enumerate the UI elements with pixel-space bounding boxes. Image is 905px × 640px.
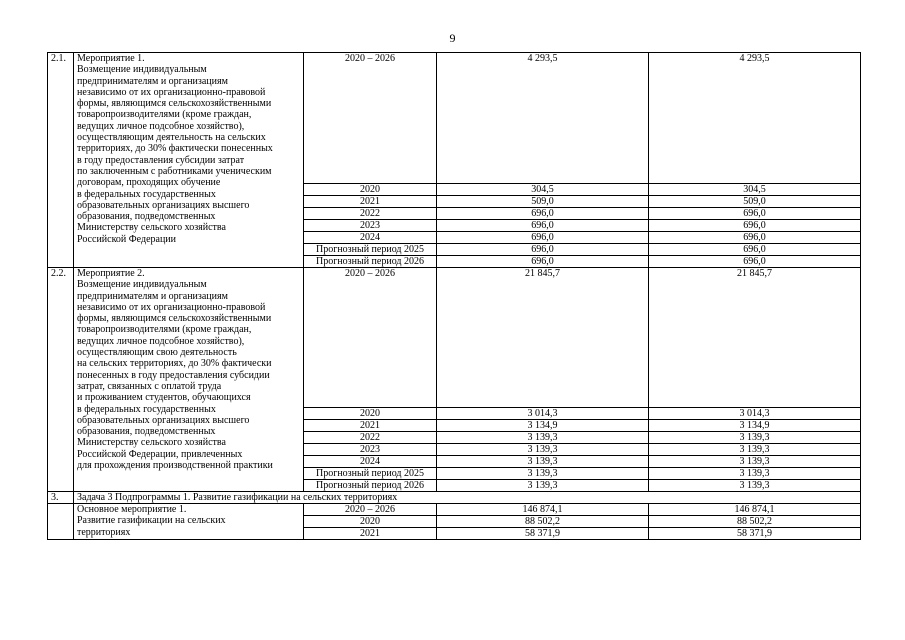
period-cell: 2022 [304,208,437,220]
table-row [48,53,861,184]
value-cell: 696,0 [437,244,649,256]
value-cell: 21 845,7 [649,268,861,408]
value-cell: 3 134,9 [437,420,649,432]
value-cell: 3 139,3 [649,432,861,444]
task-title: Задача 3 Подпрограммы 1. Развитие газификации на сельских территориях [74,492,861,504]
value-cell: 696,0 [437,256,649,268]
period-cell: 2020 [304,516,437,528]
value-cell: 146 874,1 [437,504,649,516]
value-cell: 3 014,3 [437,408,649,420]
row-number [48,504,74,540]
value-cell: 146 874,1 [649,504,861,516]
period-cell: 2020 – 2026 [304,504,437,516]
value-cell: 3 014,3 [649,408,861,420]
value-cell: 3 134,9 [649,420,861,432]
period-cell: 2021 [304,528,437,540]
value-cell: 696,0 [649,232,861,244]
value-cell: 3 139,3 [437,432,649,444]
program-table [47,52,861,540]
period-cell: 2020 – 2026 [304,53,437,184]
value-cell: 3 139,3 [649,456,861,468]
value-cell: 3 139,3 [437,480,649,492]
table-row [48,268,861,408]
value-cell: 696,0 [437,208,649,220]
period-cell: 2020 [304,408,437,420]
value-cell: 21 845,7 [437,268,649,408]
value-cell: 696,0 [437,220,649,232]
table-row [48,504,861,516]
value-cell: 88 502,2 [437,516,649,528]
value-cell: 3 139,3 [649,468,861,480]
value-cell: 304,5 [649,184,861,196]
value-cell: 696,0 [649,220,861,232]
row-description: Мероприятие 1. Возмещение индивидуальным предпринимателям и организациям независимо от их организационно-правовой формы, являющимся сельскохозяйственными товаропроизводителями (кроме граждан, ведущих личное подсобное хозяйство), осуществляющим деятельность на сельских территориях, до 30% фактически понесенных в году предоставления субсидии затрат по заключенным с работниками ученическим договорам, проходящих обучение в федеральных государственных образовательных организациях высшего образования, подведомственных Министерству сельского хозяйства Российской Федерации [74,53,304,268]
value-cell: 3 139,3 [649,480,861,492]
period-cell: 2022 [304,432,437,444]
value-cell: 696,0 [437,232,649,244]
period-cell: 2020 [304,184,437,196]
period-cell: 2024 [304,456,437,468]
period-cell: 2021 [304,420,437,432]
value-cell: 3 139,3 [437,468,649,480]
value-cell: 304,5 [437,184,649,196]
value-cell: 696,0 [649,208,861,220]
value-cell: 3 139,3 [437,456,649,468]
task-number: 3. [48,492,74,504]
period-cell: Прогнозный период 2026 [304,480,437,492]
value-cell: 696,0 [649,244,861,256]
row-description: Мероприятие 2. Возмещение индивидуальным предпринимателям и организациям независимо от их организационно-правовой формы, являющимся сельскохозяйственными товаропроизводителями (кроме граждан, ведущих личное подсобное хозяйство), осуществляющим свою деятельность на сельских территориях, до 30% фактически понесенных в году предоставления субсидии затрат, связанных с оплатой труда и проживанием студентов, обучающихся в федеральных государственных образовательных организациях высшего образования, подведомственных Министерству сельского хозяйства Российской Федерации, привлеченных для прохождения производственной практики [74,268,304,492]
period-cell: 2020 – 2026 [304,268,437,408]
row-description: Основное мероприятие 1. Развитие газификации на сельских территориях [74,504,304,540]
value-cell: 4 293,5 [437,53,649,184]
value-cell: 4 293,5 [649,53,861,184]
value-cell: 88 502,2 [649,516,861,528]
value-cell: 509,0 [437,196,649,208]
period-cell: Прогнозный период 2025 [304,468,437,480]
row-number: 2.1. [48,53,74,268]
page-number: 9 [449,31,456,45]
period-cell: 2021 [304,196,437,208]
period-cell: 2023 [304,220,437,232]
value-cell: 3 139,3 [649,444,861,456]
period-cell: Прогнозный период 2026 [304,256,437,268]
period-cell: 2023 [304,444,437,456]
row-number: 2.2. [48,268,74,492]
value-cell: 3 139,3 [437,444,649,456]
value-cell: 509,0 [649,196,861,208]
value-cell: 58 371,9 [437,528,649,540]
period-cell: 2024 [304,232,437,244]
value-cell: 58 371,9 [649,528,861,540]
period-cell: Прогнозный период 2025 [304,244,437,256]
value-cell: 696,0 [649,256,861,268]
task-row [48,492,861,504]
